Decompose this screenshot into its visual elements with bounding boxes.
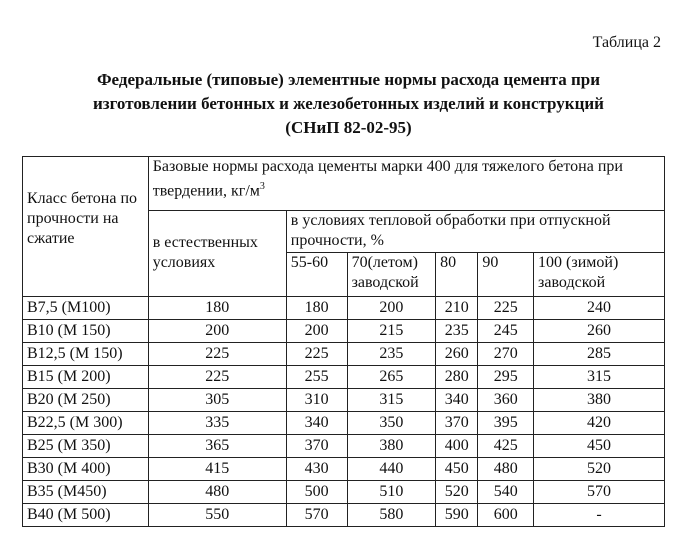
norm-value-cell: 500 [286, 481, 347, 504]
header-natural-conditions: в естественных условиях [148, 211, 286, 297]
norm-value-cell: 210 [436, 297, 478, 320]
title-line-1: Федеральные (типовые) элементные нормы расхода цемента при [96, 70, 601, 89]
norm-value-cell: 370 [436, 412, 478, 435]
norm-value-cell: 315 [347, 389, 436, 412]
norm-value-cell: 200 [347, 297, 436, 320]
norm-value-cell: 570 [286, 504, 347, 527]
title-line-2: изготовлении бетонных и железобетонных изделий и конструкций [93, 94, 604, 113]
norm-value-cell: 260 [534, 320, 665, 343]
norm-value-cell: 550 [148, 504, 286, 527]
norm-value-cell: 480 [478, 458, 534, 481]
norm-value-cell: 200 [148, 320, 286, 343]
cement-norms-table [22, 156, 665, 527]
norm-value-cell: 370 [286, 435, 347, 458]
norm-value-cell: 215 [347, 320, 436, 343]
table-row [23, 435, 665, 458]
norm-value-cell: 285 [534, 343, 665, 366]
concrete-class-cell: В22,5 (М 300) [23, 412, 149, 435]
norm-value-cell: 365 [148, 435, 286, 458]
norm-value-cell: 225 [148, 366, 286, 389]
header-concrete-class: Класс бетона по прочности на сжатие [23, 157, 149, 297]
norm-value-cell: 350 [347, 412, 436, 435]
concrete-class-cell: В20 (М 250) [23, 389, 149, 412]
header-strength-70: 70(летом) заводской [347, 253, 436, 297]
norm-value-cell: 340 [286, 412, 347, 435]
norm-value-cell: 520 [436, 481, 478, 504]
header-strength-90: 90 [478, 253, 534, 297]
table-caption: Таблица 2 [592, 34, 661, 51]
norm-value-cell: 310 [286, 389, 347, 412]
norm-value-cell: 360 [478, 389, 534, 412]
table-row [23, 481, 665, 504]
norm-value-cell: 430 [286, 458, 347, 481]
concrete-class-cell: В25 (М 350) [23, 435, 149, 458]
norm-value-cell: - [534, 504, 665, 527]
concrete-class-cell: В35 (М450) [23, 481, 149, 504]
table-row [23, 458, 665, 481]
concrete-class-cell: В30 (М 400) [23, 458, 149, 481]
norm-value-cell: 200 [286, 320, 347, 343]
norm-value-cell: 420 [534, 412, 665, 435]
header-heat-treatment: в условиях тепловой обработки при отпускной прочности, % [286, 211, 664, 253]
norm-value-cell: 570 [534, 481, 665, 504]
norm-value-cell: 235 [347, 343, 436, 366]
concrete-class-cell: В10 (М 150) [23, 320, 149, 343]
norm-value-cell: 225 [148, 343, 286, 366]
norm-value-cell: 450 [436, 458, 478, 481]
norm-value-cell: 335 [148, 412, 286, 435]
norm-value-cell: 580 [347, 504, 436, 527]
norm-value-cell: 260 [436, 343, 478, 366]
norm-value-cell: 510 [347, 481, 436, 504]
title-line-3: (СНиП 82-02-95) [285, 118, 412, 137]
norm-value-cell: 415 [148, 458, 286, 481]
concrete-class-cell: В15 (М 200) [23, 366, 149, 389]
norm-value-cell: 265 [347, 366, 436, 389]
norm-value-cell: 180 [148, 297, 286, 320]
table-row [23, 297, 665, 320]
norm-value-cell: 225 [286, 343, 347, 366]
header-base-norms: Базовые нормы расхода цементы марки 400 для тяжелого бетона при твердении, $кг/м^3$ [148, 157, 664, 211]
norm-value-cell: 600 [478, 504, 534, 527]
table-row [23, 343, 665, 366]
norm-value-cell: 255 [286, 366, 347, 389]
norm-value-cell: 400 [436, 435, 478, 458]
table-row [23, 504, 665, 527]
norm-value-cell: 305 [148, 389, 286, 412]
norm-value-cell: 270 [478, 343, 534, 366]
concrete-class-cell: В40 (М 500) [23, 504, 149, 527]
norm-value-cell: 280 [436, 366, 478, 389]
table-row [23, 412, 665, 435]
norm-value-cell: 520 [534, 458, 665, 481]
norm-value-cell: 340 [436, 389, 478, 412]
header-strength-55-60: 55-60 [286, 253, 347, 297]
table-row [23, 389, 665, 412]
norm-value-cell: 295 [478, 366, 534, 389]
concrete-class-cell: В7,5 (М100) [23, 297, 149, 320]
norm-value-cell: 590 [436, 504, 478, 527]
norm-value-cell: 225 [478, 297, 534, 320]
norm-value-cell: 440 [347, 458, 436, 481]
norm-value-cell: 540 [478, 481, 534, 504]
table-row [23, 366, 665, 389]
header-strength-80: 80 [436, 253, 478, 297]
table-body [23, 297, 665, 527]
norm-value-cell: 235 [436, 320, 478, 343]
norm-value-cell: 245 [478, 320, 534, 343]
norm-value-cell: 380 [534, 389, 665, 412]
concrete-class-cell: В12,5 (М 150) [23, 343, 149, 366]
norm-value-cell: 480 [148, 481, 286, 504]
document-title [0, 68, 697, 140]
norm-value-cell: 425 [478, 435, 534, 458]
table-row [23, 320, 665, 343]
norm-value-cell: 450 [534, 435, 665, 458]
header-strength-100: 100 (зимой) заводской [534, 253, 665, 297]
norm-value-cell: 380 [347, 435, 436, 458]
norm-value-cell: 180 [286, 297, 347, 320]
norm-value-cell: 315 [534, 366, 665, 389]
norm-value-cell: 395 [478, 412, 534, 435]
norm-value-cell: 240 [534, 297, 665, 320]
